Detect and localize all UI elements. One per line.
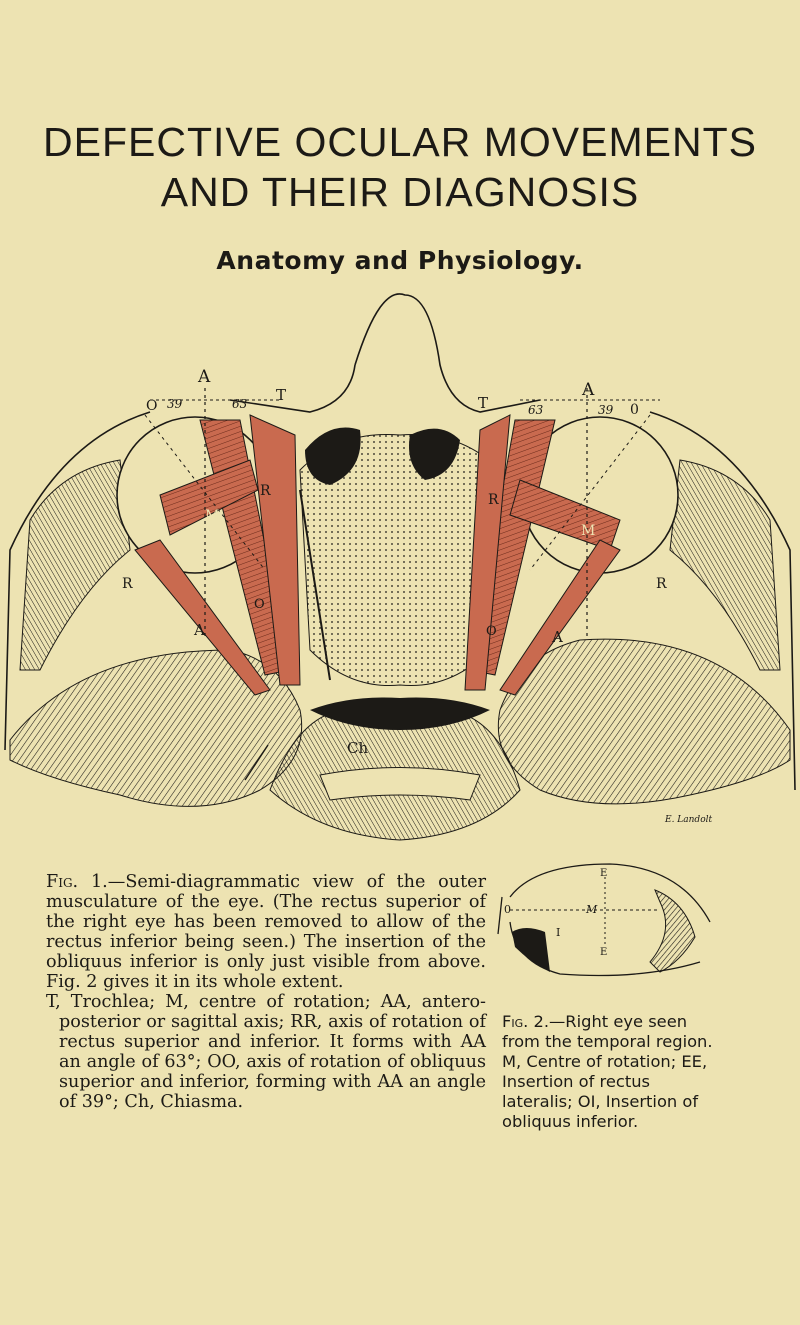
label-O-right-muscle: O <box>486 624 497 639</box>
label-39-right: 39 <box>598 403 614 417</box>
figure-2-caption <box>502 1012 714 1132</box>
label-A-right-lower: A <box>552 628 563 646</box>
figure-2-caption-text <box>502 1012 714 1132</box>
label-signature: E. Landolt <box>665 815 713 825</box>
label-39-left: 39 <box>167 397 183 411</box>
fig-1-text: 1.—Semi-diagrammatic view of the outer musculature of the eye. (The rectus superior of the right eye has been removed to allow of the rectus inferior being seen.) The insertion of the obliquus inferior is only just visible from above. Fig. 2 gives it in its whole extent. <box>46 872 486 992</box>
nose-outline <box>355 294 540 412</box>
fig-2-prefix: Fig. <box>502 1012 529 1031</box>
label-O-right: 0 <box>630 402 639 418</box>
page-title-line-2: AND THEIR DIAGNOSIS <box>160 169 640 215</box>
label-M-left: M <box>205 508 220 524</box>
label-63-left: 63 <box>232 397 248 411</box>
label-A-left: A <box>198 367 211 387</box>
label-Ch: Ch <box>347 739 369 757</box>
label-R-left-lower: R <box>122 576 133 592</box>
fig-2-text: 2.—Right eye seen from the temporal region. M, Centre of rotation; EE, Insertion of rectus lateralis; OI, Insertion of obliquus inferior. <box>502 1012 713 1131</box>
label-63-right: 63 <box>528 403 544 417</box>
figure-1-caption-description <box>46 872 486 992</box>
page-title-line-1: DEFECTIVE OCULAR MOVEMENTS <box>43 119 757 165</box>
label-O-left-muscle: O <box>254 597 265 612</box>
label-A-right: A <box>582 380 595 400</box>
label-T-left: T <box>276 386 287 404</box>
label-R-right-upper: R <box>488 492 499 508</box>
section-heading: Anatomy and Physiology. <box>216 246 584 275</box>
label-R-right-lower: R <box>656 576 667 592</box>
fig2-label-E-bottom: E <box>600 947 608 958</box>
figure-2-right-eye-diagram <box>490 862 720 980</box>
right-skull-base <box>498 639 790 804</box>
figure-1-caption-legend: T, Trochlea; M, centre of rotation; AA, antero-posterior or sagittal axis; RR, axis of rotation of rectus superior and inferior. It forms with AA an angle of 63°; OO, axis of rotation of obliquus superior and inferior, forming with AA an angle of 39°; Ch, Chiasma. <box>46 992 486 1112</box>
figure-1-caption <box>46 872 486 1112</box>
label-O-left: O <box>146 398 158 414</box>
fig-1-prefix: Fig. <box>46 872 79 892</box>
fig2-label-I: I <box>556 926 561 939</box>
fig2-label-O: 0 <box>504 903 511 916</box>
fig2-label-M: M <box>586 903 598 916</box>
label-A-left-lower: A <box>194 621 205 639</box>
fig2-label-E-top: E <box>600 868 608 879</box>
label-R-left-upper: R <box>260 483 271 499</box>
figure-1-orbit-diagram <box>0 290 800 855</box>
label-T-right: T <box>478 394 489 412</box>
label-M-right: M <box>581 523 596 539</box>
